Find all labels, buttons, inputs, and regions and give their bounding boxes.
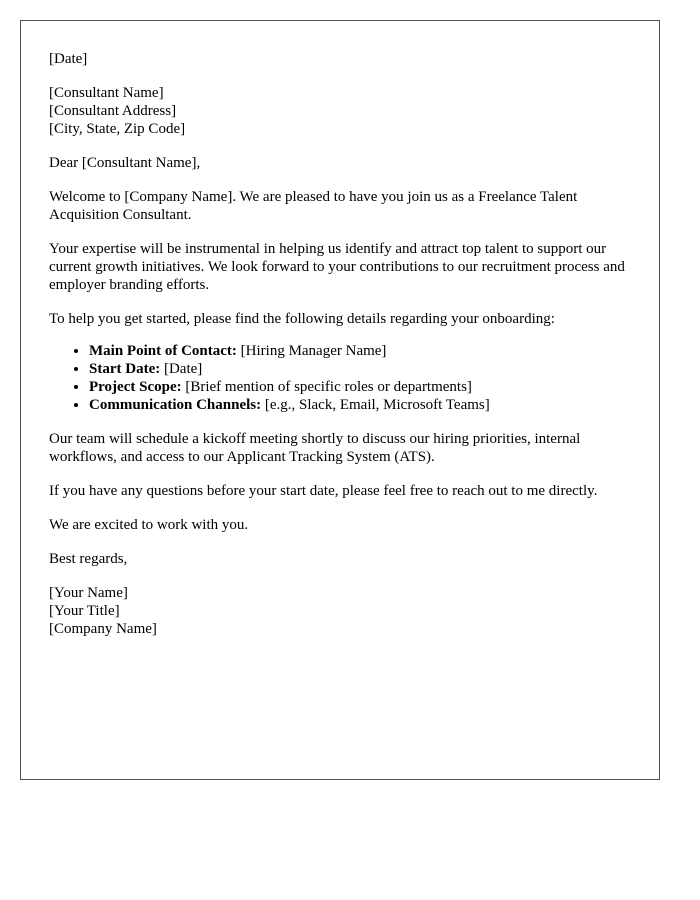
- paragraph-kickoff: Our team will schedule a kickoff meeting shortly to discuss our hiring priorities, internal workflows, and access to our Applicant Tracking System (ATS).: [49, 431, 581, 465]
- onboarding-details-list: [49, 342, 639, 414]
- letter-date: [Date]: [49, 51, 88, 67]
- signature-title: [Your Title]: [49, 603, 120, 619]
- list-item: [89, 360, 639, 378]
- signature-name: [Your Name]: [49, 585, 128, 601]
- recipient-city: [City, State, Zip Code]: [49, 121, 186, 137]
- detail-label: Main Point of Contact:: [89, 343, 237, 359]
- detail-value: [Hiring Manager Name]: [236, 343, 387, 359]
- detail-value: [Date]: [160, 361, 203, 377]
- recipient-block: [49, 84, 639, 138]
- detail-label: Start Date:: [89, 361, 161, 377]
- detail-value: [Brief mention of specific roles or departments]: [181, 379, 472, 395]
- detail-value: [e.g., Slack, Email, Microsoft Teams]: [261, 397, 490, 413]
- recipient-address: [Consultant Address]: [49, 103, 177, 119]
- list-item: [89, 396, 639, 414]
- paragraph-questions: If you have any questions before your start date, please feel free to reach out to me directly.: [49, 483, 598, 499]
- letter-page: [20, 20, 660, 780]
- list-item: [89, 378, 639, 396]
- paragraph-excited: We are excited to work with you.: [49, 517, 249, 533]
- list-item: [89, 342, 639, 360]
- salutation: Dear [Consultant Name],: [49, 155, 201, 171]
- sign-off: Best regards,: [49, 551, 128, 567]
- recipient-name: [Consultant Name]: [49, 85, 164, 101]
- detail-label: Project Scope:: [89, 379, 182, 395]
- letter-body: [49, 50, 639, 654]
- signature-block: [49, 584, 639, 638]
- paragraph-onboarding-intro: To help you get started, please find the following details regarding your onboarding:: [49, 311, 555, 327]
- paragraph-expertise: Your expertise will be instrumental in helping us identify and attract top talent to support our current growth initiatives. We look forward to your contributions to our recruitment process and employer branding efforts.: [49, 241, 625, 293]
- paragraph-welcome: Welcome to [Company Name]. We are pleased to have you join us as a Freelance Talent Acquisition Consultant.: [49, 189, 578, 223]
- detail-label: Communication Channels:: [89, 397, 262, 413]
- signature-company: [Company Name]: [49, 621, 157, 637]
